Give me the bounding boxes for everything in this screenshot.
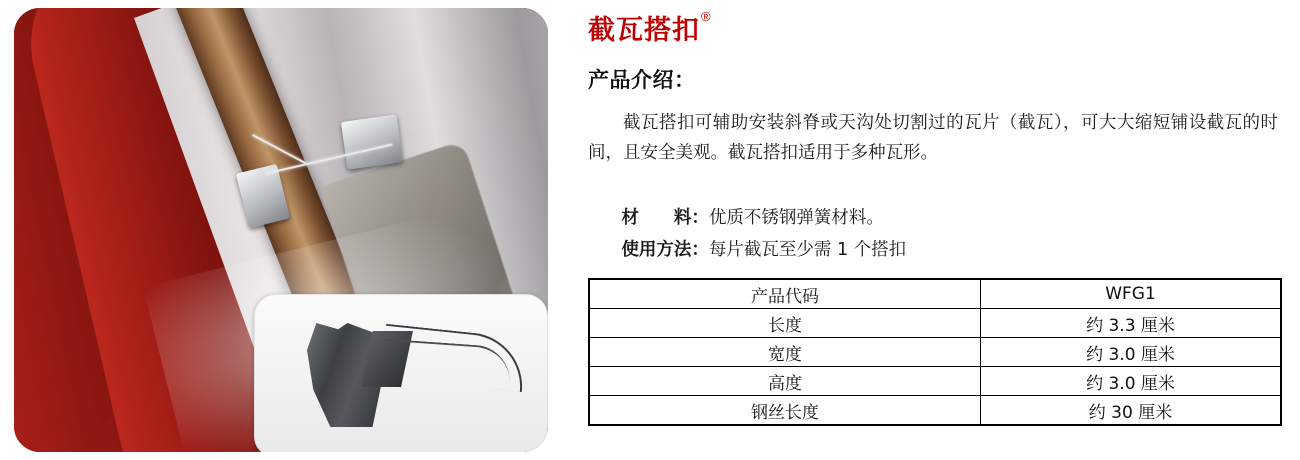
product-info-panel: [588, 0, 1288, 460]
table-cell-value: 约 3.0 厘米: [981, 338, 1282, 367]
main-product-photo: [14, 8, 548, 452]
table-cell-value: WFG1: [981, 279, 1282, 309]
inset-product-photo: [254, 294, 548, 452]
table-cell-value: 约 3.0 厘米: [981, 367, 1282, 396]
table-row: [589, 338, 1281, 367]
table-row: [589, 396, 1281, 426]
spec-value-material: 优质不锈钢弹簧材料。: [708, 208, 884, 228]
spec-value-usage: 每片截瓦至少需 1 个搭扣: [708, 240, 907, 260]
table-row: [589, 279, 1281, 309]
specification-table: [588, 278, 1282, 426]
table-cell-name: 产品代码: [589, 279, 981, 309]
product-description: 截瓦搭扣可辅助安装斜脊或天沟处切割过的瓦片（截瓦），可大大缩短铺设截瓦的时间，且安全美观。截瓦搭扣适用于多种瓦形。: [588, 113, 1278, 163]
table-row: [589, 367, 1281, 396]
table-cell-name: 长度: [589, 309, 981, 338]
page-title: 截瓦搭扣: [588, 15, 700, 46]
table-cell-value: 约 30 厘米: [981, 396, 1282, 426]
table-cell-name: 高度: [589, 367, 981, 396]
table-row: [589, 309, 1281, 338]
product-title-row: [588, 8, 710, 47]
spec-label-usage: 使用方法：: [621, 240, 709, 260]
table-cell-value: 约 3.3 厘米: [981, 309, 1282, 338]
table-cell-name: 宽度: [589, 338, 981, 367]
tile-clip-right: [341, 114, 403, 169]
spec-label-material: 材 料：: [621, 208, 709, 228]
registered-trademark-mark: ®: [701, 8, 711, 24]
section-heading: 产品介绍：: [588, 68, 696, 92]
table-cell-name: 钢丝长度: [589, 396, 981, 426]
